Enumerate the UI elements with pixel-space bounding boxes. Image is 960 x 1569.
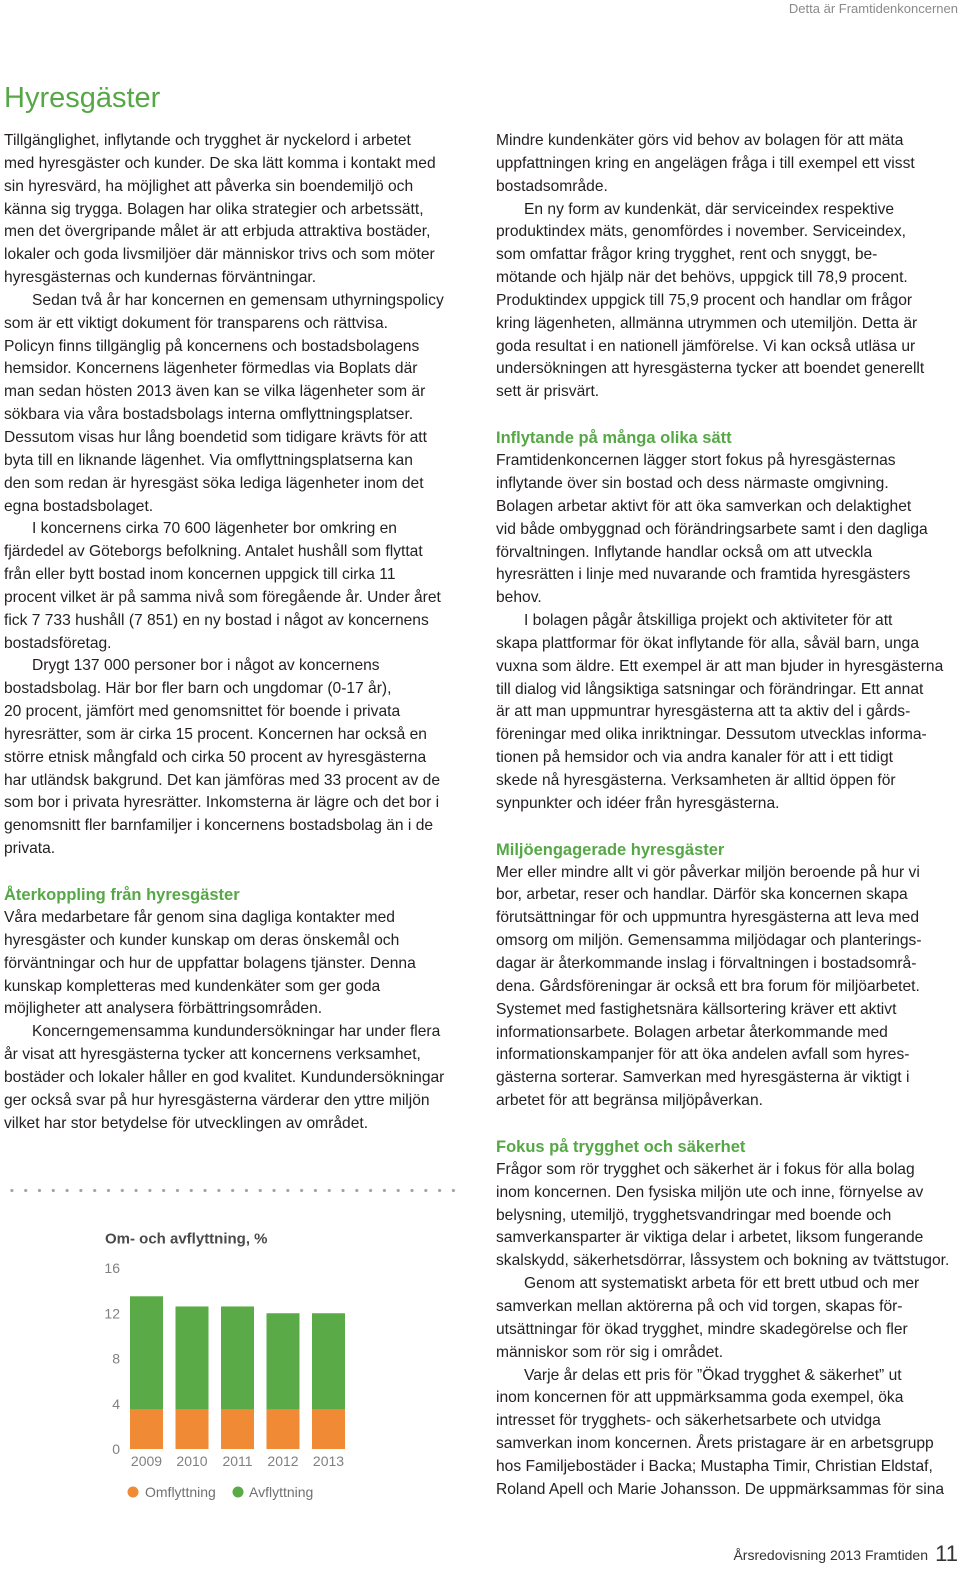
text-line: från eller bytt bostad inom koncernen uppgick till cirka 11 xyxy=(4,566,396,584)
chart-legend xyxy=(128,1484,314,1500)
paragraph xyxy=(496,450,958,610)
text-line: med hyresgäster och kunder. De ska lätt komma i kontakt med xyxy=(4,154,436,172)
text-line: är att man uppmuntrar hyresgästerna att ta aktiv del i gårds- xyxy=(496,703,911,721)
paragraph xyxy=(4,1021,484,1135)
text-line: hyresgäster och kunder kunskap om deras önskemål och xyxy=(4,931,400,949)
legend-swatch-avflyttning xyxy=(233,1487,244,1498)
text-line: Varje år delas ett pris för ”Ökad trygghet & säkerhet” ut xyxy=(524,1366,902,1384)
text-line: som omfattar frågor kring trygghet, rent och snyggt, be- xyxy=(496,246,878,264)
bar-omflyttning-2009 xyxy=(130,1409,163,1449)
text-line: Bolagen arbetar aktivt för att öka samverkan och delaktighet xyxy=(496,497,912,515)
text-line: goda resultat i en nationell jämförelse. Vi kan också utläsa ur xyxy=(496,337,916,355)
chart-title: Om- och avflyttning, % xyxy=(105,1230,268,1248)
paragraph xyxy=(496,610,958,816)
text-line: hyresrätter, som är cirka 15 procent. Koncernen har också en xyxy=(4,725,427,743)
legend-label-avflyttning: Avflyttning xyxy=(249,1484,314,1500)
text-line: känna sig trygga. Bolagen har olika strategier och arbetssätt, xyxy=(4,200,424,218)
text-line: samverkansparter är viktiga delar i arbetet, liksom fungerande xyxy=(496,1229,924,1247)
text-line: hos Familjebostäder i Backa; Mustapha Timir, Christian Eldstaf, xyxy=(496,1457,933,1475)
text-line: undersökningen att hyresgästerna tycker att boendet generellt xyxy=(496,360,925,378)
chart-bars xyxy=(130,1296,345,1449)
text-line: bostadsområde. xyxy=(496,177,608,195)
text-line: dena. Gårdsföreningar är också ett bra forum för miljöarbetet. xyxy=(496,977,920,995)
paragraph xyxy=(4,907,484,1021)
text-line: skalskydd, säkerhetsdörrar, låssystem och bokning av tvättstugor. xyxy=(496,1252,950,1270)
y-tick-label: 16 xyxy=(104,1260,120,1276)
text-line: större etnisk mångfald och cirka 50 procent av hyresgästerna xyxy=(4,748,427,766)
text-line: intresset för trygghets- och säkerhetsarbete och utvidga xyxy=(496,1412,881,1430)
text-line: vid både ombyggnad och förändringsarbete samt i den dagliga xyxy=(496,520,928,538)
text-line: Drygt 137 000 personer bor i något av koncernens xyxy=(32,657,380,675)
text-line: sökbara via våra bostadsbolags interna omflyttningsplatser. xyxy=(4,406,414,424)
y-tick-label: 8 xyxy=(112,1350,120,1367)
right-column xyxy=(496,130,958,1502)
text-line: förutsättningar för och uppmuntra hyresgästerna att leva med xyxy=(496,909,919,927)
text-line: behov. xyxy=(496,589,542,607)
text-line: ger också svar på hur hyresgästerna värderar den yttre miljön xyxy=(4,1091,430,1109)
text-line: egna bostadsbolaget. xyxy=(4,497,154,515)
text-line: men det övergripande målet är att erbjuda attraktiva bostäder, xyxy=(4,223,431,241)
dotted-divider xyxy=(5,1188,461,1193)
section-heading: Återkoppling från hyresgäster xyxy=(4,886,240,904)
page-number: 11 xyxy=(935,1541,958,1566)
text-line: byta till en liknande lägenhet. Via omflyttningsplatserna kan xyxy=(4,451,413,469)
text-line: inom koncernen för att uppmärksamma goda exempel, öka xyxy=(496,1389,904,1407)
bar-avflyttning-2010 xyxy=(176,1306,209,1409)
text-line: år visat att hyresgästerna tycker att koncernens verksamhet, xyxy=(4,1046,421,1064)
text-line: informationskampanjer för att öka andelen avfall som hyres- xyxy=(496,1046,910,1064)
section-heading: Fokus på trygghet och säkerhet xyxy=(496,1137,746,1156)
text-line: vilket har stor betydelse för utvecklingen av området. xyxy=(4,1114,369,1132)
text-line: till dialog vid långsiktiga satsningar och förändringar. Ett annat xyxy=(496,680,924,698)
text-line: Systemet med fastighetsnära källsortering kräver ett aktivt xyxy=(496,1000,897,1018)
text-line: Sedan två år har koncernen en gemensam uthyrningspolicy xyxy=(32,291,444,309)
text-line: I koncernens cirka 70 600 lägenheter bor omkring en xyxy=(32,520,397,538)
legend-label-omflyttning: Omflyttning xyxy=(145,1484,216,1500)
text-line: sin hyresvärd, ha möjlighet att påverka sin boendemiljö och xyxy=(4,177,414,195)
text-line: Genom att systematiskt arbeta för ett brett utbud och mer xyxy=(524,1275,920,1293)
x-tick-label: 2013 xyxy=(312,1453,345,1469)
text-line: bostadsbolag. Här bor fler barn och ungdomar (0-17 år), xyxy=(4,680,392,698)
text-line: skapa plattformar för ökat inflytande för alla, såväl barn, unga xyxy=(496,634,919,652)
text-line: I bolagen pågår åtskilliga projekt och aktiviteter för att xyxy=(524,612,893,630)
text-line: man sedan hösten 2013 även kan se vilka lägenheter som är xyxy=(4,383,426,401)
left-column xyxy=(4,130,484,1135)
text-line: Roland Apell och Marie Johansson. De uppmärksammas för sina xyxy=(496,1480,945,1498)
paragraph xyxy=(496,130,958,199)
x-tick-label: 2011 xyxy=(222,1453,253,1469)
text-line: möjligheter att analysera förbättringsområden. xyxy=(4,1000,323,1018)
text-line: mötande och hjälp när det behövs, uppgick till 78,9 procent. xyxy=(496,269,908,287)
text-line: gästerna sorterar. Samverkan med hyresgästerna är viktigt i xyxy=(496,1069,910,1087)
text-line: människor som rör sig i området. xyxy=(496,1343,724,1361)
text-line: bor, arbetar, reser och handlar. Därför ska koncernen skapa xyxy=(496,886,908,904)
x-axis-labels xyxy=(131,1453,344,1469)
paragraph xyxy=(4,290,484,518)
text-line: kunskap kompletteras med kundenkäter som ger goda xyxy=(4,977,381,995)
text-line: fjärdedel av Göteborgs befolkning. Antalet hushåll som flyttat xyxy=(4,543,423,561)
text-line: bostäder och lokaler håller en god kvalitet. Kundundersökningar xyxy=(4,1068,445,1086)
text-line: tionen på hemsidor och via andra kanaler för att i ett tidigt xyxy=(496,749,894,767)
x-tick-label: 2010 xyxy=(176,1453,208,1469)
paragraph xyxy=(4,655,484,861)
text-line: produktindex mäts, genomfördes i november. Serviceindex, xyxy=(496,223,906,241)
text-line: En ny form av kundenkät, där serviceindex respektive xyxy=(524,200,895,218)
section-heading: Inflytande på många olika sätt xyxy=(496,429,732,448)
text-line: hyresgästernas och kundernas förväntningar. xyxy=(4,269,317,287)
legend-swatch-omflyttning xyxy=(128,1487,139,1498)
text-line: inom koncernen. Den fysiska miljön ute och inne, förnyelse av xyxy=(496,1183,924,1201)
text-line: Våra medarbetare får genom sina dagliga kontakter med xyxy=(4,909,395,926)
paragraph xyxy=(496,1159,958,1273)
text-line: Mindre kundenkäter görs vid behov av bolagen för att mäta xyxy=(496,132,904,149)
footer-report-title: Årsredovisning 2013 Framtiden xyxy=(733,1547,928,1563)
text-line: Dessutom visas hur lång boendetid som tidigare krävts för att xyxy=(4,428,427,446)
text-line: Frågor som rör trygghet och säkerhet är i fokus för alla bolag xyxy=(496,1160,915,1178)
text-line: synpunkter och idéer från hyresgästerna. xyxy=(496,794,780,812)
text-line: föreningar med olika inriktningar. Dessutom utvecklas informa- xyxy=(496,726,927,744)
text-line: Koncerngemensamma kundundersökningar har under flera xyxy=(32,1023,441,1041)
text-line: Produktindex uppgick till 75,9 procent och handlar om frågor xyxy=(496,291,913,309)
text-line: Framtidenkoncernen lägger stort fokus på hyresgästernas xyxy=(496,452,896,470)
text-line: förvaltningen. Inflytande handlar också om att utveckla xyxy=(496,543,873,561)
text-line: fick 7 733 hushåll (7 851) en ny bostad i något av koncernens xyxy=(4,611,429,629)
x-tick-label: 2009 xyxy=(130,1453,163,1469)
text-line: hyresrätten i linje med nuvarande och framtida hyresgästers xyxy=(496,566,911,584)
bar-omflyttning-2011 xyxy=(221,1409,254,1449)
y-tick-label: 0 xyxy=(112,1441,120,1457)
bar-omflyttning-2012 xyxy=(267,1409,300,1449)
text-line: procent vilket är på samma nivå som föregående år. Under året xyxy=(4,588,441,606)
text-line: hemsidor. Koncernens lägenheter förmedlas via Boplats där xyxy=(4,360,418,378)
section-label: Detta är Framtidenkoncernen xyxy=(788,1,958,16)
text-line: sett är prisvärt. xyxy=(496,383,600,401)
bar-avflyttning-2012 xyxy=(267,1313,300,1409)
paragraph xyxy=(496,1273,958,1364)
text-line: den som redan är hyresgäst söka lediga lägenheter inom det xyxy=(4,474,424,492)
bar-omflyttning-2010 xyxy=(176,1409,209,1449)
text-line: informationsarbete. Bolagen arbetar återkommande med xyxy=(496,1023,888,1041)
bar-avflyttning-2013 xyxy=(312,1313,345,1409)
bar-omflyttning-2013 xyxy=(312,1409,345,1449)
x-tick-label: 2012 xyxy=(267,1453,299,1469)
text-line: vuxna som äldre. Ett exempel är att man bjuder in hyresgästerna xyxy=(496,657,944,675)
text-line: kring lägenheten, allmänna utrymmen och utemiljön. Detta är xyxy=(496,314,918,332)
bar-avflyttning-2009 xyxy=(130,1296,163,1409)
text-line: inflytande över sin bostad och dess närmaste omgivning. xyxy=(496,474,889,492)
text-line: lokaler och goda livsmiljöer där människor trivs och som möter xyxy=(4,246,435,264)
text-line: omsorg om miljön. Gemensamma miljödagar och planterings- xyxy=(496,932,922,950)
bar-avflyttning-2011 xyxy=(221,1306,254,1409)
text-line: dagar är återkommande inslag i förvaltningen i bostadsområ- xyxy=(496,955,917,972)
text-line: belysning, utemiljö, trygghetsvandringar med boende och xyxy=(496,1206,892,1224)
text-line: bostadsföretag. xyxy=(4,634,112,652)
text-line: samverkan inom koncernen. Årets pristagare är en arbetsgrupp xyxy=(496,1435,934,1453)
page-title: Hyresgäster xyxy=(4,82,161,114)
chart xyxy=(90,1225,370,1510)
section-heading: Miljöengagerade hyresgäster xyxy=(496,840,725,859)
text-line: 20 procent, jämfört med genomsnittet för boende i privata xyxy=(4,703,401,721)
text-line: Mer eller mindre allt vi gör påverkar miljön beroende på hur vi xyxy=(496,863,920,881)
text-line: förväntningar och hur de uppfattar bolagens tjänster. Denna xyxy=(4,954,416,972)
text-line: Tillgänglighet, inflytande och trygghet är nyckelord i arbetet xyxy=(4,132,411,149)
text-line: har utländsk bakgrund. Det kan jämföras med 33 procent av de xyxy=(4,771,441,789)
paragraph xyxy=(496,199,958,405)
y-tick-label: 12 xyxy=(104,1305,120,1322)
text-line: arbetet för att begränsa miljöpåverkan. xyxy=(496,1092,763,1110)
text-line: utsättningar för ökad trygghet, mindre skadegörelse och fler xyxy=(496,1320,908,1338)
text-line: genomsnitt fler barnfamiljer i koncernens bostadsbolag än i de xyxy=(4,817,434,835)
text-line: privata. xyxy=(4,840,56,858)
text-line: samverkan mellan aktörerna på och vid torgen, skapas för- xyxy=(496,1297,903,1315)
text-line: som är ett viktigt dokument för transparens och rättvisa. xyxy=(4,314,388,332)
y-tick-label: 4 xyxy=(112,1395,120,1412)
paragraph xyxy=(4,518,484,655)
text-line: skede nå hyresgästerna. Verksamheten är alltid öppen för xyxy=(496,771,896,789)
paragraph xyxy=(4,130,484,290)
paragraph xyxy=(496,862,958,1113)
text-line: som bor i privata hyresrätter. Inkomsterna är lägre och det bor i xyxy=(4,794,440,812)
text-line: uppfattningen kring en angelägen fråga i till exempel ett visst xyxy=(496,154,915,172)
paragraph xyxy=(496,1365,958,1502)
y-axis-ticks xyxy=(104,1260,120,1457)
text-line: Policyn finns tillgänglig på koncernens och bostadsbolagens xyxy=(4,337,420,355)
